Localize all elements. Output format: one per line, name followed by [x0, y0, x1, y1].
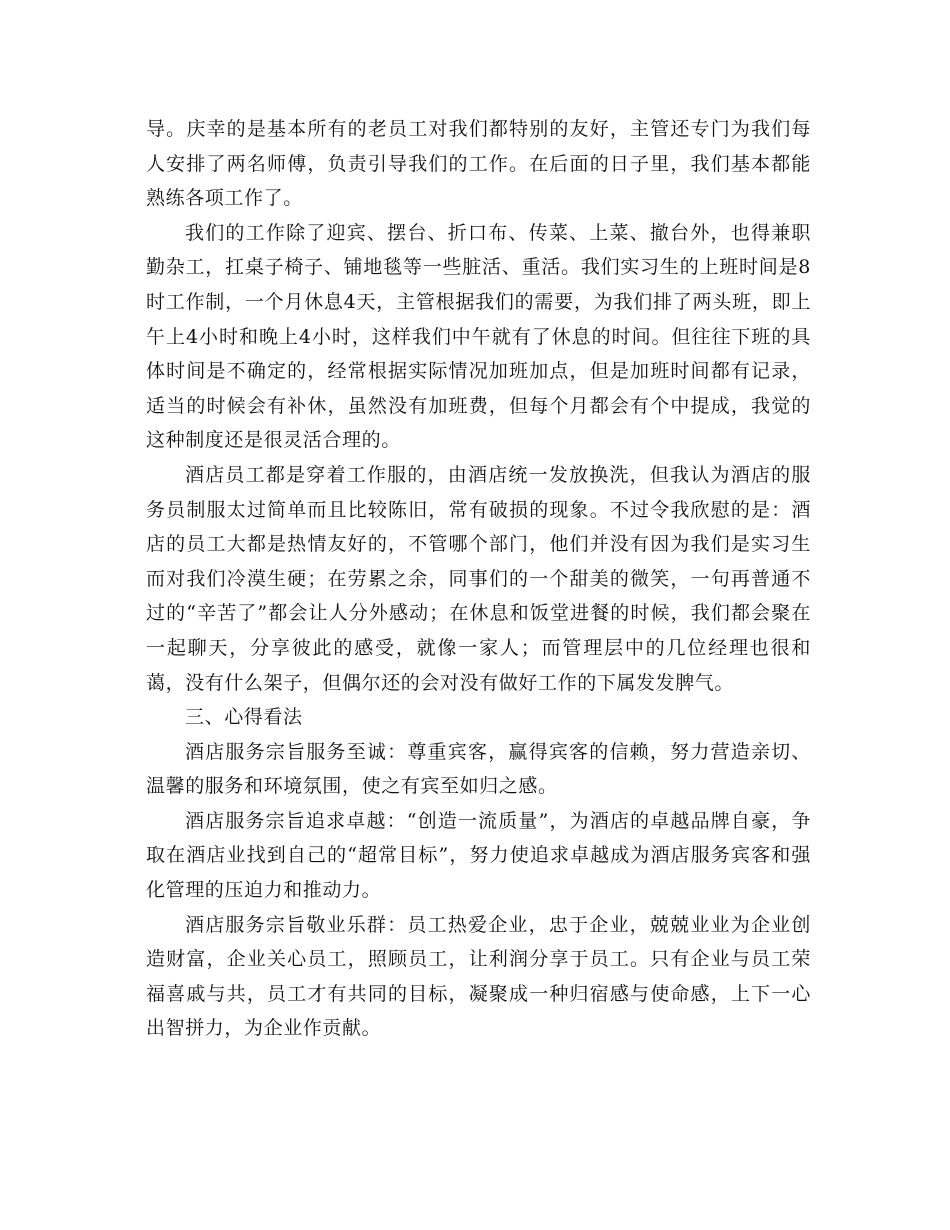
paragraph-continuation: 导。庆幸的是基本所有的老员工对我们都特别的友好，主管还专门为我们每人安排了两名师傅，负责引导我们的工作。在后面的日子里，我们基本都能熟练各项工作了。 — [146, 118, 811, 210]
paragraph-uniforms-colleagues: 酒店员工都是穿着工作服的，由酒店统一发放换洗，但我认为酒店的服务员制服太过简单而且比较陈旧，常有破损的现象。不过令我欣慰的是：酒店的员工大都是热情友好的，不管哪个部门，他们并没有因为我们是实习生而对我们冷漠生硬；在劳累之余，同事们的一个甜美的微笑，一句再普通不过的“辛苦了”都会让人分外感动；在休息和饭堂进餐的时候，我们都会聚在一起聊天，分享彼此的感受，就像一家人；而管理层中的几位经理也很和蔼，没有什么架子，但偶尔还的会对没有做好工作的下属发发脾气。 — [146, 463, 811, 694]
section-heading-reflections: 三、心得看法 — [185, 706, 303, 729]
paragraph-pursue-excellence: 酒店服务宗旨追求卓越：“创造一流质量”，为酒店的卓越品牌自豪，争取在酒店业找到自己的“超常目标”，努力使追求卓越成为酒店服务宾客和强化管理的压迫力和推动力。 — [146, 809, 811, 902]
paragraph-dedication-teamwork: 酒店服务宗旨敬业乐群：员工热爱企业，忠于企业，兢兢业业为企业创造财富，企业关心员工，照顾员工，让利润分享于员工。只有企业与员工荣福喜戚与共，员工才有共同的目标，凝聚成一种归宿感与使命感，上下一心出智拼力，为企业作贡献。 — [146, 913, 811, 1040]
paragraph-work-duties: 我们的工作除了迎宾、摆台、折口布、传菜、上菜、撤台外，也得兼职勤杂工，扛桌子椅子、铺地毯等一些脏活、重活。我们实习生的上班时间是8时工作制，一个月休息4天，主管根据我们的需要，为我们排了两头班，即上午上4小时和晚上4小时，这样我们中午就有了休息的时间。但往往下班的具体时间是不确定的，经常根据实际情况加班加点，但是加班时间都有记录，适当的时候会有补休，虽然没有加班费，但每个月都会有个中提成，我觉的这种制度还是很灵活合理的。 — [146, 221, 811, 452]
paragraph-sincere-service: 酒店服务宗旨服务至诚：尊重宾客，赢得宾客的信赖，努力营造亲切、温馨的服务和环境氛围，使之有宾至如归之感。 — [146, 740, 811, 798]
document-body — [146, 112, 811, 1046]
